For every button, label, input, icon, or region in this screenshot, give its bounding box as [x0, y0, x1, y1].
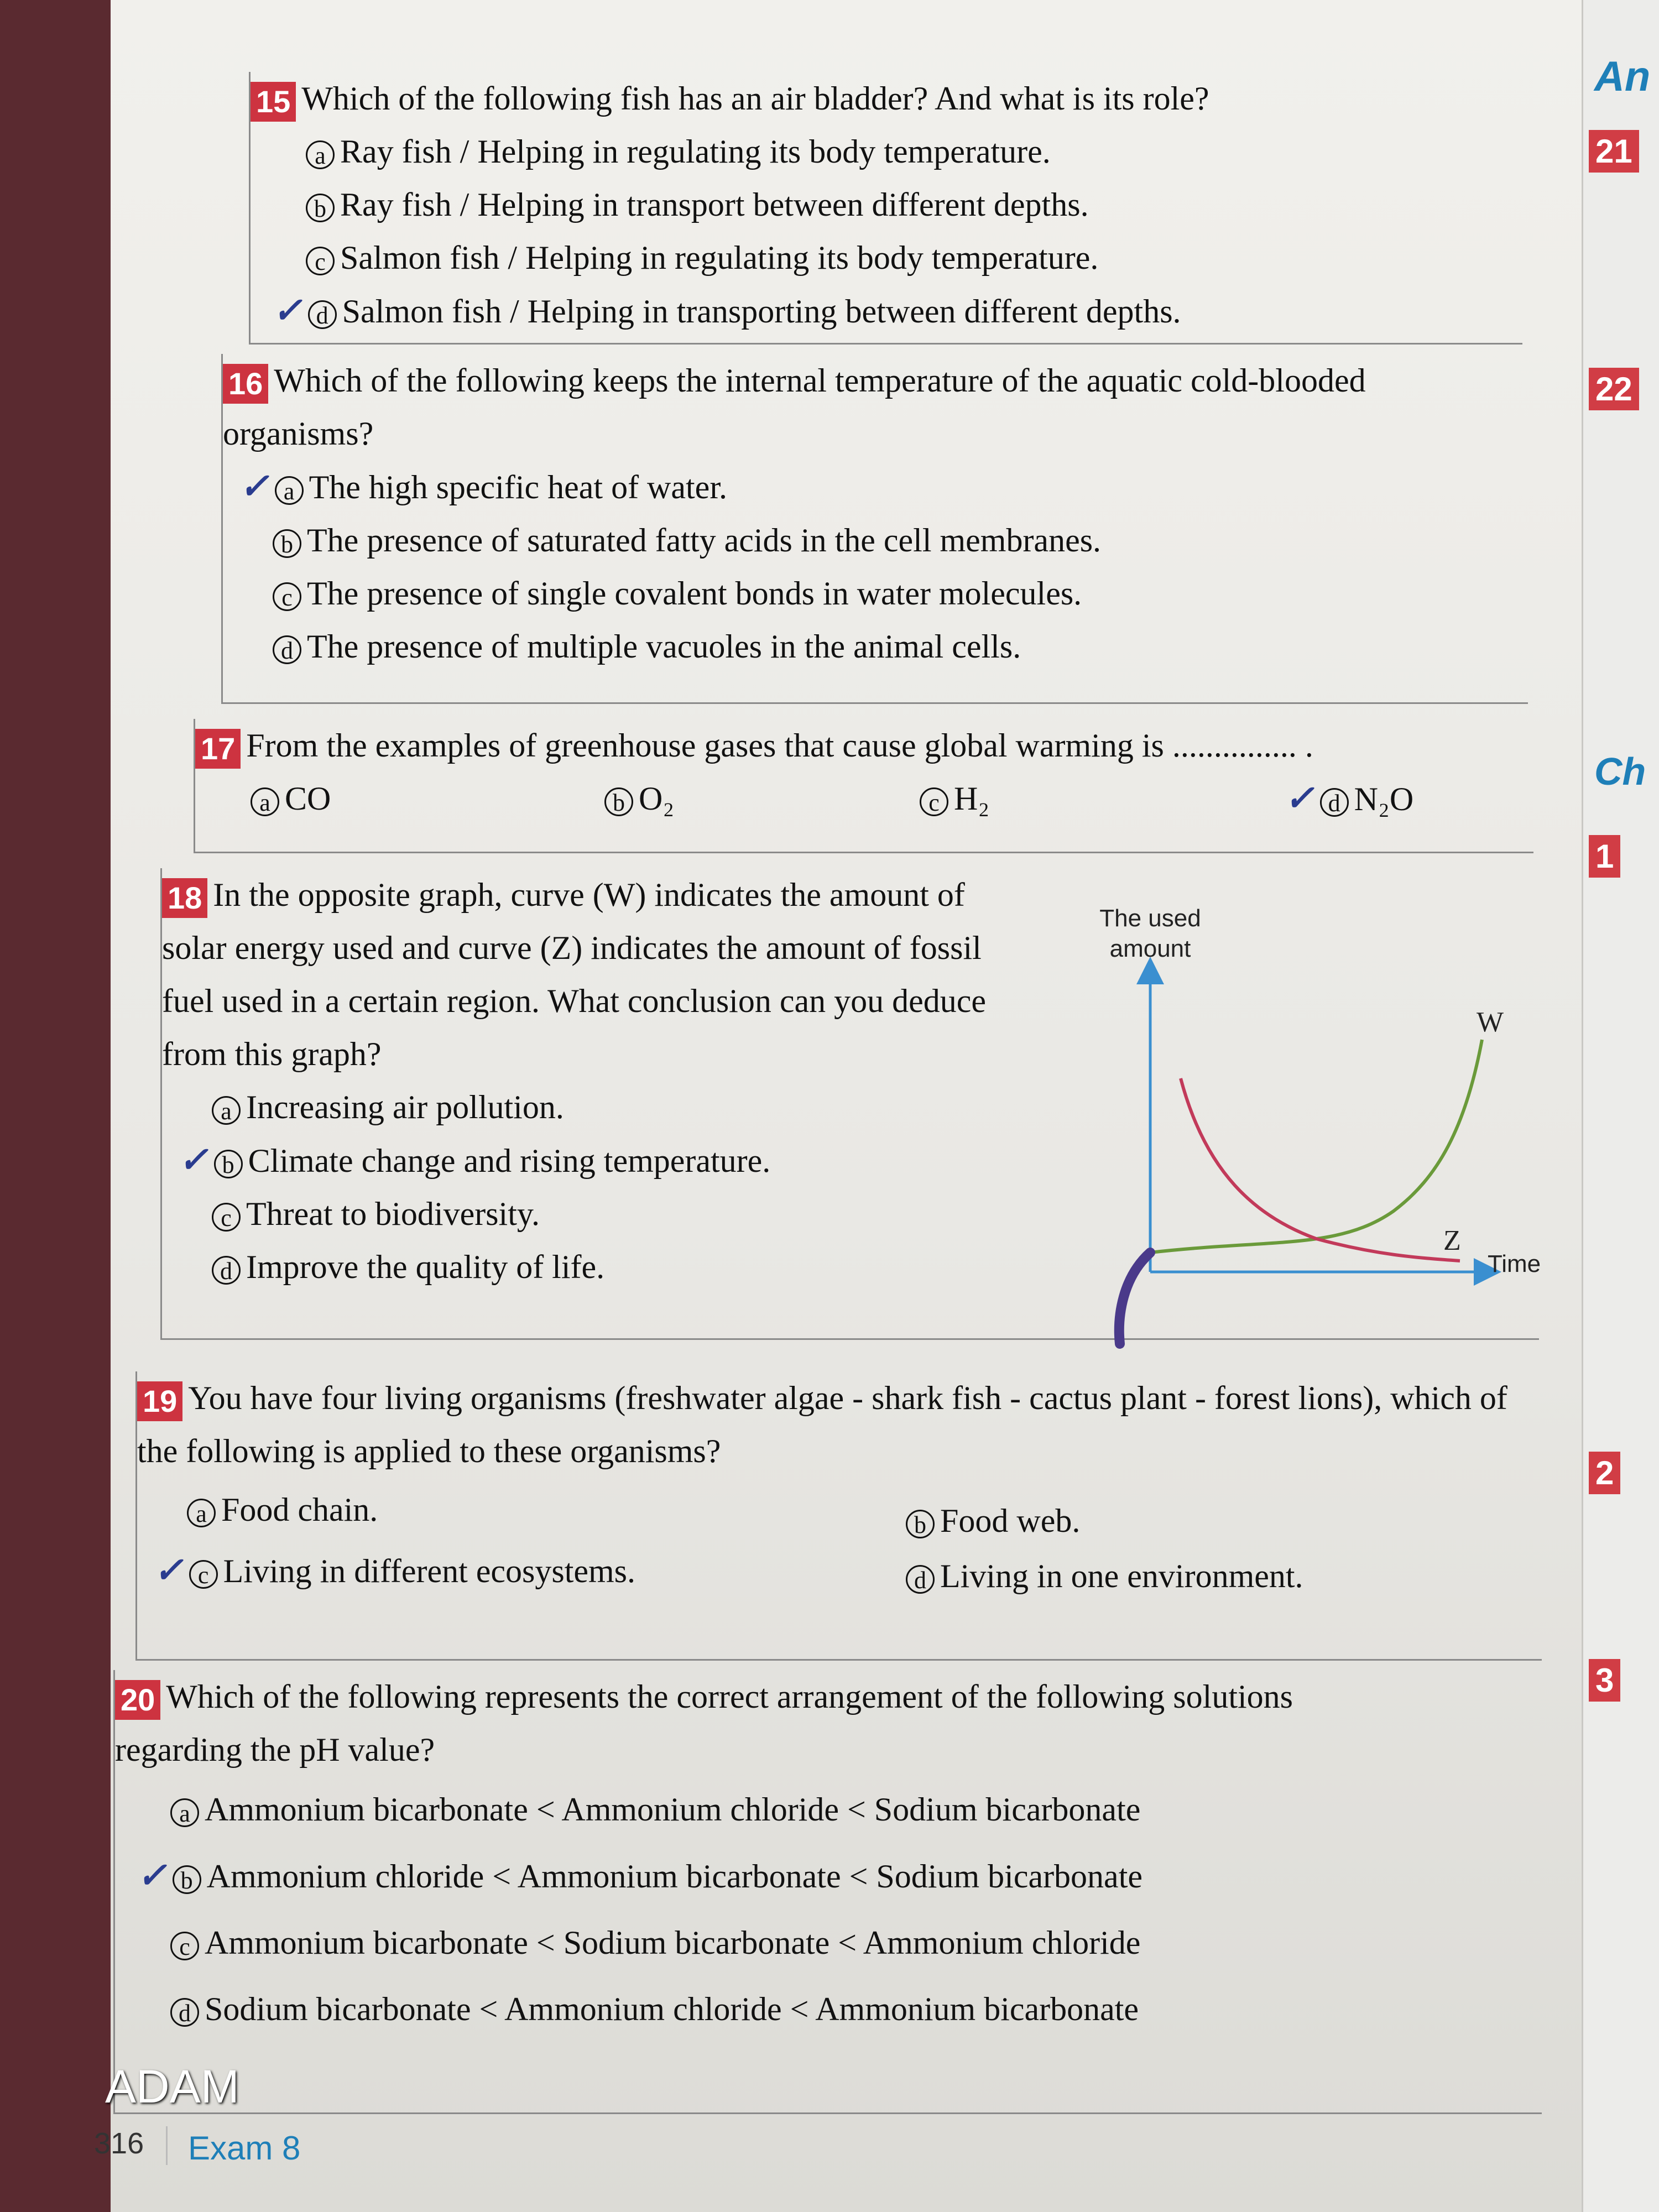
next-page-edge — [1582, 0, 1659, 2212]
option-letter-d: d — [273, 635, 301, 664]
y-axis-label-line2: amount — [1109, 935, 1191, 962]
x-axis-label: Time — [1488, 1250, 1541, 1277]
page-number: 316 — [94, 2127, 144, 2160]
option-d[interactable] — [1285, 772, 1414, 826]
curve-w — [1150, 1040, 1482, 1253]
option-text: Salmon fish / Helping in regulating its body temperature. — [340, 239, 1099, 276]
option-d[interactable] — [273, 620, 1528, 673]
option-text: The high specific heat of water. — [309, 469, 727, 505]
option-letter-a: a — [251, 787, 279, 816]
option-letter-c: c — [212, 1203, 241, 1232]
option-text: Ray fish / Helping in regulating its body temperature. — [340, 133, 1051, 170]
option-text: CO — [285, 780, 331, 817]
question-stem: Which of the following keeps the internal temperature of the aquatic cold-blooded organisms? — [223, 362, 1366, 452]
option-letter-a: a — [306, 140, 335, 169]
option-b[interactable] — [137, 1843, 1542, 1910]
checkmark-icon: ✓ — [179, 1140, 208, 1180]
option-a[interactable] — [251, 772, 331, 825]
question-number: 15 — [251, 82, 296, 122]
option-a[interactable] — [239, 460, 1528, 514]
curve-z-label: Z — [1443, 1225, 1461, 1256]
option-text: Living in one environment. — [940, 1558, 1303, 1594]
option-letter-c: c — [170, 1932, 199, 1960]
side-number: 21 — [1589, 130, 1639, 173]
question-stem: Which of the following fish has an air bladder? And what is its role? — [301, 80, 1209, 117]
question-number: 20 — [115, 1680, 160, 1720]
checkmark-icon: ✓ — [137, 1856, 167, 1895]
option-d[interactable] — [906, 1550, 1303, 1603]
option-c[interactable] — [170, 1910, 1542, 1976]
graph-svg — [1078, 896, 1554, 1349]
option-c[interactable] — [920, 772, 989, 825]
option-letter-c: c — [189, 1560, 218, 1589]
side-number: 22 — [1589, 368, 1639, 410]
side-number: 2 — [1589, 1452, 1620, 1494]
option-text: Climate change and rising temperature. — [248, 1142, 771, 1179]
option-d[interactable] — [273, 284, 1522, 338]
option-letter-d: d — [308, 300, 337, 329]
option-text: O₂ — [639, 780, 675, 817]
option-letter-b: b — [214, 1150, 243, 1178]
option-letter-d: d — [906, 1565, 935, 1594]
option-b[interactable] — [604, 772, 674, 825]
option-text: Ammonium bicarbonate < Sodium bicarbonate < Ammonium chloride — [205, 1924, 1141, 1961]
question-stem: In the opposite graph, curve (W) indicates the amount of solar energy used and curve (Z) indicates the amount of fossil fuel used in a certain region. What conclusion can you deduce from this graph? — [162, 877, 987, 1072]
question-19 — [135, 1371, 1542, 1661]
checkmark-icon: ✓ — [273, 291, 302, 330]
curve-z — [1181, 1078, 1460, 1261]
option-text: Threat to biodiversity. — [246, 1196, 540, 1232]
checkmark-icon: ✓ — [154, 1551, 184, 1590]
footer-divider — [166, 2126, 168, 2165]
option-b[interactable] — [906, 1494, 1080, 1547]
option-text: The presence of saturated fatty acids in the cell membranes. — [307, 522, 1102, 559]
option-c[interactable] — [273, 567, 1528, 620]
option-letter-a: a — [170, 1798, 199, 1827]
exam-label: Exam 8 — [188, 2130, 301, 2167]
option-text: Sodium bicarbonate < Ammonium chloride < Ammonium bicarbonate — [205, 1991, 1139, 2027]
question-number: 17 — [195, 729, 241, 769]
option-text: Increasing air pollution. — [246, 1089, 564, 1125]
checkmark-icon: ✓ — [239, 467, 269, 506]
option-b[interactable] — [273, 514, 1528, 567]
option-text: Living in different ecosystems. — [223, 1553, 636, 1589]
option-letter-b: b — [604, 787, 633, 816]
option-letter-c: c — [920, 787, 948, 816]
option-letter-c: c — [306, 247, 335, 275]
option-letter-b: b — [306, 194, 335, 222]
watermark-text: ADAM — [105, 2060, 239, 2112]
option-letter-c: c — [273, 582, 301, 611]
question-20 — [113, 1670, 1542, 2114]
question-stem: Which of the following represents the correct arrangement of the following solutions regarding the pH value? — [115, 1678, 1293, 1768]
question-number: 19 — [137, 1381, 182, 1421]
option-letter-a: a — [212, 1096, 241, 1125]
option-text: Ammonium chloride < Ammonium bicarbonate < Sodium bicarbonate — [206, 1858, 1142, 1895]
option-letter-b: b — [173, 1865, 201, 1894]
option-text: Improve the quality of life. — [246, 1249, 605, 1285]
question-number: 16 — [223, 364, 268, 404]
question-stem: You have four living organisms (freshwater algae - shark fish - cactus plant - forest lions), which of the following is applied to these organisms? — [137, 1380, 1507, 1469]
option-letter-d: d — [170, 1998, 199, 2027]
pen-mark — [1119, 1253, 1150, 1344]
energy-usage-graph — [1078, 896, 1554, 1349]
option-text: H₂ — [954, 780, 990, 817]
question-17 — [194, 719, 1533, 853]
option-text: N₂O — [1354, 781, 1414, 817]
option-a[interactable] — [306, 125, 1522, 178]
side-number: 3 — [1589, 1659, 1620, 1702]
option-d[interactable] — [170, 1976, 1542, 2042]
option-letter-d: d — [1320, 788, 1349, 817]
question-16 — [221, 354, 1528, 704]
side-number: 1 — [1589, 835, 1620, 878]
option-a[interactable] — [187, 1483, 378, 1536]
checkmark-icon: ✓ — [1285, 779, 1314, 818]
option-letter-b: b — [273, 529, 301, 558]
option-text: Salmon fish / Helping in transporting between different depths. — [342, 293, 1181, 330]
option-a[interactable] — [170, 1776, 1542, 1843]
option-text: The presence of multiple vacuoles in the animal cells. — [307, 628, 1021, 665]
side-heading-answers: An — [1594, 53, 1651, 100]
option-c[interactable] — [154, 1544, 636, 1598]
option-text: Ammonium bicarbonate < Ammonium chloride < Sodium bicarbonate — [205, 1791, 1141, 1828]
question-number: 18 — [162, 878, 207, 918]
option-letter-a: a — [187, 1499, 216, 1527]
option-c[interactable] — [306, 231, 1522, 284]
option-letter-a: a — [275, 476, 304, 505]
option-text: Food chain. — [221, 1491, 378, 1528]
curve-w-label: W — [1477, 1006, 1504, 1038]
option-letter-b: b — [906, 1510, 935, 1538]
option-text: Ray fish / Helping in transport between different depths. — [340, 186, 1089, 223]
option-text: Food web. — [940, 1503, 1081, 1539]
question-15 — [249, 72, 1522, 345]
option-b[interactable] — [306, 178, 1522, 231]
question-stem: From the examples of greenhouse gases that cause global warming is ............... . — [246, 727, 1313, 764]
option-letter-d: d — [212, 1256, 241, 1285]
option-text: The presence of single covalent bonds in water molecules. — [307, 575, 1082, 612]
side-heading-chapter: Ch — [1594, 750, 1646, 793]
y-axis-label-line1: The used — [1099, 905, 1201, 932]
